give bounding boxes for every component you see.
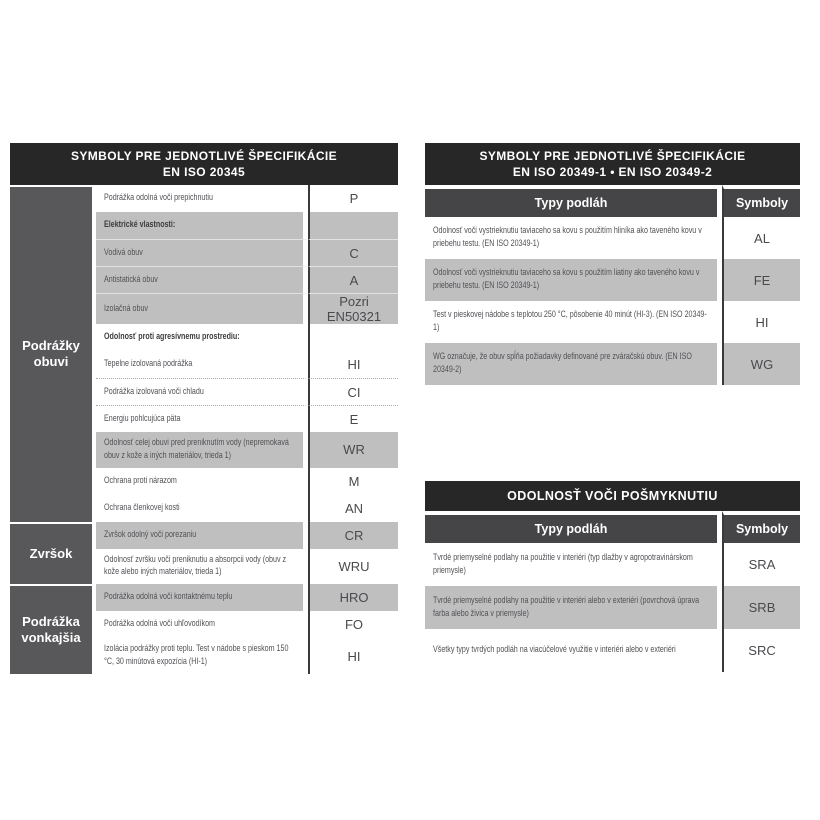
column-header-types: Typy podláh — [425, 185, 722, 217]
row-label: Podrážka odolná voči uhľovodíkom — [96, 611, 308, 638]
table-row — [10, 522, 398, 549]
row-label: Odolnosť voči vystrieknutiu taviaceho sa kovu s použitím hliníka ako taveného kovu v priebehu testu. (EN ISO 20349-1) — [425, 217, 722, 259]
column-header-symbols: Symboly — [722, 511, 800, 543]
table-header-row — [425, 481, 800, 511]
row-symbol: SRA — [722, 543, 800, 586]
row-label: Všetky typy tvrdých podláh na viacúčelové využitie v interiéri alebo v exteriéri — [425, 629, 722, 672]
table-row — [425, 543, 800, 586]
spec-table — [425, 143, 800, 385]
table-title — [10, 143, 398, 185]
spec-table-en-iso-20345 — [10, 143, 398, 674]
row-symbol: Pozri EN50321 — [308, 293, 398, 324]
row-symbol: M — [308, 468, 398, 495]
table-header-row — [10, 143, 398, 185]
row-symbol: CR — [308, 522, 398, 549]
row-label: Odolnosť zvršku voči preniknutiu a absorpcii vody (obuv z kože alebo iných materiálov, trieda 1) — [96, 549, 308, 585]
row-symbol: WRU — [308, 549, 398, 585]
category-cell — [10, 584, 96, 674]
row-symbol: FO — [308, 611, 398, 638]
row-symbol: WG — [722, 343, 800, 385]
row-label: Podrážka odolná voči kontaktnému teplu — [96, 584, 308, 611]
row-symbol: P — [308, 185, 398, 212]
column-header-symbols: Symboly — [722, 185, 800, 217]
slip-resistance-table — [425, 481, 800, 672]
spec-table-en-iso-20349 — [425, 143, 800, 385]
row-label: Izolačná obuv — [96, 293, 308, 324]
row-symbol: CI — [308, 378, 398, 405]
spec-table — [425, 481, 800, 672]
row-symbol: HI — [722, 301, 800, 343]
row-label: Energiu pohlcujúca päta — [96, 405, 308, 432]
column-header-row — [425, 511, 800, 543]
row-label: Podrážka izolovaná voči chladu — [96, 378, 308, 405]
row-symbol: HI — [308, 351, 398, 378]
row-symbol: AL — [722, 217, 800, 259]
category-label: Zvršok — [29, 545, 73, 561]
row-symbol: SRB — [722, 586, 800, 629]
row-symbol — [308, 324, 398, 351]
row-symbol: HRO — [308, 584, 398, 611]
row-label: Ochrana členkovej kosti — [96, 495, 308, 522]
table-row — [425, 343, 800, 385]
table-title-line2: EN ISO 20349-1 • EN ISO 20349-2 — [512, 165, 713, 179]
column-header-types: Typy podláh — [425, 511, 722, 543]
row-symbol: A — [308, 266, 398, 293]
row-label: Tvrdé priemyselné podlahy na použitie v interiéri (typ dlažby v agropotravinárskom priemysle) — [425, 543, 722, 586]
row-symbol: C — [308, 239, 398, 266]
table-title: ODOLNOSŤ VOČI POŠMYKNUTIU — [425, 481, 800, 511]
table-row — [425, 586, 800, 629]
table-row — [425, 629, 800, 672]
row-symbol: WR — [308, 432, 398, 468]
row-label: Izolácia podrážky proti teplu. Test v nádobe s pieskom 150 °C, 30 minútová expozícia (HI-1) — [96, 638, 308, 674]
row-symbol: AN — [308, 495, 398, 522]
table-title-line1: SYMBOLY PRE JEDNOTLIVÉ ŠPECIFIKÁCIE — [70, 149, 338, 163]
category-cell — [10, 522, 96, 585]
row-symbol: FE — [722, 259, 800, 301]
row-label: Podrážka odolná voči prepichnutiu — [96, 185, 308, 212]
table-header-row — [425, 143, 800, 185]
category-label: Podrážky obuvi — [22, 338, 80, 370]
row-symbol — [308, 212, 398, 239]
row-label: Test v pieskovej nádobe s teplotou 250 °C, pôsobenie 40 minút (HI-3). (EN ISO 20349-1) — [425, 301, 722, 343]
row-label: WG označuje, že obuv spĺňa požiadavky definované pre zváračskú obuv. (EN ISO 20349-2) — [425, 343, 722, 385]
row-symbol: HI — [308, 638, 398, 674]
table-row — [10, 584, 398, 611]
row-label: Vodivá obuv — [96, 239, 308, 266]
row-label: Odolnosť celej obuvi pred preniknutím vody (nepremokavá obuv z kože a iných materiálov, trieda 1) — [96, 432, 308, 468]
table-row — [10, 185, 398, 212]
row-label: Odolnosť proti agresívnemu prostrediu: — [96, 324, 308, 351]
table-row — [425, 259, 800, 301]
row-label: Antistatická obuv — [96, 266, 308, 293]
row-label: Tvrdé priemyselné podlahy na použitie v interiéri alebo v exteriéri (povrchová úprava farba alebo živica v priemysle) — [425, 586, 722, 629]
row-label: Ochrana proti nárazom — [96, 468, 308, 495]
category-cell — [10, 185, 96, 522]
row-label: Tepelne izolovaná podrážka — [96, 351, 308, 378]
row-symbol: E — [308, 405, 398, 432]
table-title-line1: SYMBOLY PRE JEDNOTLIVÉ ŠPECIFIKÁCIE — [479, 149, 746, 163]
row-symbol: SRC — [722, 629, 800, 672]
row-label: Elektrické vlastnosti: — [96, 212, 308, 239]
spec-table — [10, 143, 398, 674]
row-label: Odolnosť voči vystrieknutiu taviaceho sa kovu s použitím liatiny ako taveného kovu v priebehu testu. (EN ISO 20349-1) — [425, 259, 722, 301]
row-label: Zvršok odolný voči porezaniu — [96, 522, 308, 549]
table-title-line2: EN ISO 20345 — [162, 165, 246, 179]
category-label: Podrážka vonkajšia — [21, 613, 81, 646]
table-row — [425, 217, 800, 259]
table-row — [425, 301, 800, 343]
column-header-row — [425, 185, 800, 217]
table-title — [425, 143, 800, 185]
